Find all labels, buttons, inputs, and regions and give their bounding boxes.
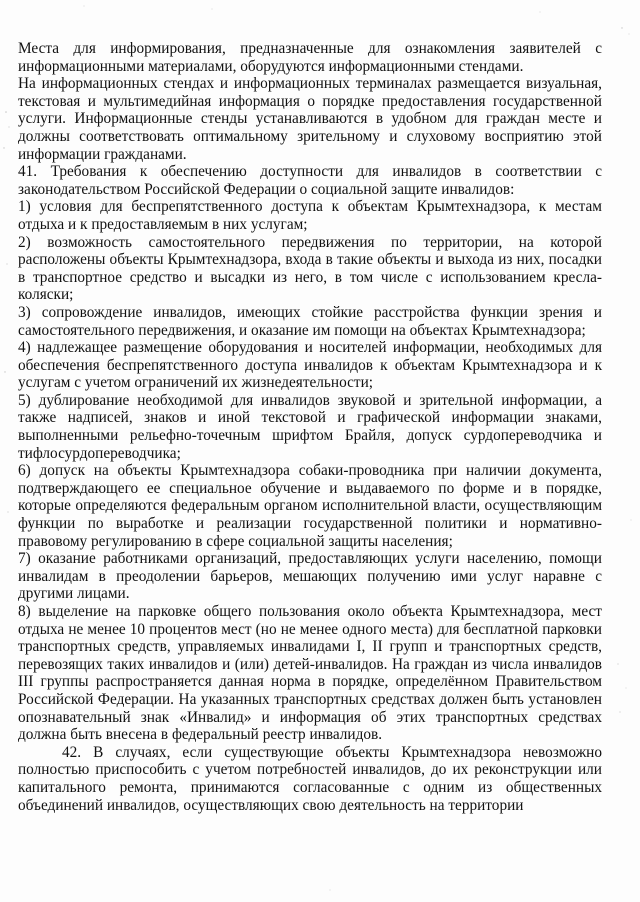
document-body — [18, 40, 602, 814]
paragraph-info-stands: На информационных стендах и информационных терминалах размещается визуальная, текстовая и мультимедийная информация о порядке предоставления государственной услуги. Информационные стенды устанавливаются в удобном для граждан месте и должны соответствовать оптимальному зрительному и слуховому восприятию этой информации гражданами. — [18, 75, 602, 163]
list-item-2: 2) возможность самостоятельного передвижения по территории, на которой расположены объекты Крымтехнадзора, входа в такие объекты и выхода из них, посадки в транспортное средство и высадки из него, в том числе с использованием кресла-коляски; — [18, 233, 602, 304]
paragraph-42: 42. В случаях, если существующие объекты Крымтехнадзора невозможно полностью приспособить с учетом потребностей инвалидов, до их реконструкции или капитального ремонта, принимаются согласованные с одним из общественных объединений инвалидов, осуществляющих свою деятельность на территории — [18, 743, 602, 814]
list-item-4: 4) надлежащее размещение оборудования и носителей информации, необходимых для обеспечения беспрепятственного доступа инвалидов к объектам Крымтехнадзора и к услугам с учетом ограничений их жизнедеятельности; — [18, 339, 602, 392]
list-item-1: 1) условия для беспрепятственного доступа к объектам Крымтехнадзора, к местам отдыха и к предоставляемым в них услугам; — [18, 198, 602, 233]
list-item-6: 6) допуск на объекты Крымтехнадзора собаки-проводника при наличии документа, подтверждающего ее специальное обучение и выдаваемого по форме и в порядке, которые определяются федеральным органом исполнительной власти, осуществляющим функции по выработке и реализации государственной политики и нормативно-правовому регулированию в сфере социальной защиты населения; — [18, 462, 602, 550]
list-item-5: 5) дублирование необходимой для инвалидов звуковой и зрительной информации, а также надписей, знаков и иной текстовой и графической информации знаками, выполненными рельефно-точечным шрифтом Брайля, допуск сурдопереводчика и тифлосурдопереводчика; — [18, 391, 602, 462]
paragraph-info-places: Места для информирования, предназначенные для ознакомления заявителей с информационными материалами, оборудуются информационными стендами. — [18, 40, 602, 75]
paragraph-41-heading: 41. Требования к обеспечению доступности для инвалидов в соответствии с законодательством Российской Федерации о социальной защите инвалидов: — [18, 163, 602, 198]
list-item-7: 7) оказание работниками организаций, предоставляющих услуги населению, помощи инвалидам в преодолении барьеров, мешающих получению ими услуг наравне с другими лицами. — [18, 550, 602, 603]
list-item-3: 3) сопровождение инвалидов, имеющих стойкие расстройства функции зрения и самостоятельного передвижения, и оказание им помощи на объектах Крымтехнадзора; — [18, 303, 602, 339]
list-item-8: 8) выделение на парковке общего пользования около объекта Крымтехнадзора, мест отдыха не менее 10 процентов мест (но не менее одного места) для бесплатной парковки транспортных средств, управляемых инвалидами I, II групп и транспортных средств, перевозящих таких инвалидов и (или) детей-инвалидов. На граждан из числа инвалидов III группы распространяется данная норма в порядке, определённом Правительством Российской Федерации. На указанных транспортных средствах должен быть установлен опознавательный знак «Инвалид» и информация об этих транспортных средствах должна быть внесена в федеральный реестр инвалидов. — [18, 603, 602, 744]
